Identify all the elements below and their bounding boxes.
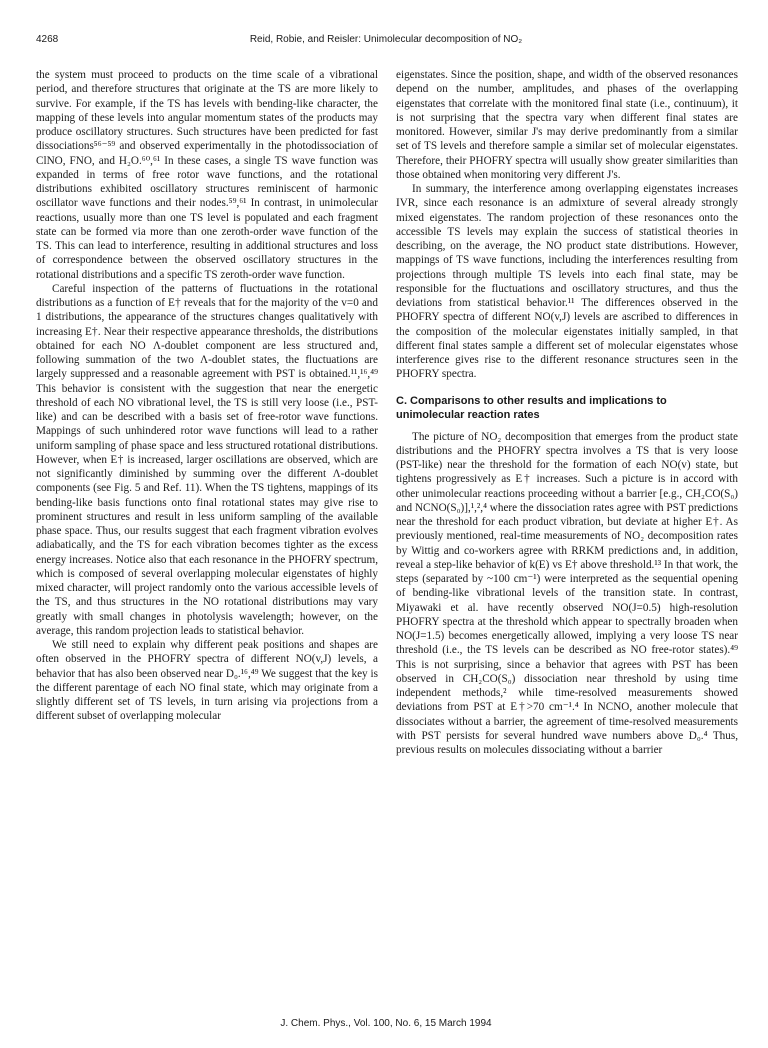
right-column	[396, 68, 738, 757]
right-paragraph-2: In summary, the interference among overlapping eigenstates increases IVR, since each resonance is an admixture of several already strongly mixed eigenstates. The random projection of these resonances onto the accessible TS levels may explain the success of statistical theories in describing, on the average, the NO product state distributions. However, mappings of TS wave functions, including the interferences resulting from projections through multiple TS levels into each final state, may be responsible for the fluctuations and oscillatory structures, and thus the deviations from statistical behavior.¹¹ The differences observed in the PHOFRY spectra of different NO(v,J) levels are ascribed to differences in the composition of the molecular eigenstates initially sampled, in that different final states sample a different set of molecular eigenstates whose interference gives rise to the different resonance structures seen in the PHOFRY spectra.	[396, 183, 738, 381]
page-header	[36, 34, 736, 50]
right-paragraph-1: eigenstates. Since the position, shape, and width of the observed resonances depend on the number, amplitudes, and phases of the overlapping eigenstates that correlate with the monitored final state (i.e., continuum), it is not surprising that the spectra vary when different final states are monitored. However, similar J's may derive predominantly from a similar set of TS levels and therefore sample a similar set of molecular eigenstates. Therefore, their PHOFRY spectra will usually show greater similarities than those obtained when monitoring very different J's.	[396, 69, 738, 181]
page-number: 4268	[36, 34, 59, 45]
left-paragraph-2: Careful inspection of the patterns of fluctuations in the rotational distributions as a function of E† reveals that for the majority of the v=0 and 1 distributions, the appearance of the structures changes qualitatively with increasing E†. Near their respective appearance thresholds, the distributions obtained for each NO Λ-doublet component are less structured and, following summation of the two Λ-doublet states, the fluctuations are largely suppressed and a reasonable agreement with PST is obtained.¹¹,¹⁶,⁴⁹ This behavior is consistent with the suggestion that near the energetic threshold of each NO vibrational level, the TS is still very loose (i.e., PST-like) and can be described with a basis set of free-rotor wave functions. Mappings of such unhindered rotor wave functions will lead to a rather uniform sampling of phase space and less structured rotational distributions. However, when E† is increased, larger oscillations are observed, which are not significantly diminished by summing over the different Λ-doublet components (see Fig. 5 and Ref. 11). When the TS tightens, mappings of its bending-like basis functions onto final rotational states may give rise to prominent structures and result in less uniform sampling of the available phase space. Thus, our results suggest that each fragment vibration evolves adiabatically, and the TS for each vibration becomes tighter as the excess energy increases. Notice also that each resonance in the PHOFRY spectrum, which is composed of several overlapping molecular eigenstates of highly mixed character, will project randomly onto the various accessible levels of the TS, and thus structures in the NO rotational distributions may vary greatly with small changes in photolysis wavelength; however, on the average, this random projection leads to statistical behavior.	[36, 282, 378, 637]
journal-citation: J. Chem. Phys., Vol. 100, No. 6, 15 March 1994	[280, 1018, 492, 1029]
section-heading: C. Comparisons to other results and implications to unimolecular reaction rates	[396, 394, 667, 421]
running-title: Reid, Robie, and Reisler: Unimolecular decomposition of NO₂	[249, 34, 523, 45]
left-paragraph-3: We still need to explain why different peak positions and shapes are often observed in the PHOFRY spectra of different NO(v,J) levels, a behavior that has also been observed near D₀.¹⁶,⁴⁹ We suggest that the key is the different parentage of each NO final state, which may originate from a slightly different set of TS levels, in turn arising via projections from a different subset of overlapping molecular	[36, 639, 378, 723]
right-paragraph-3: The picture of NO₂ decomposition that emerges from the product state distributions and the PHOFRY spectra involves a TS that is very loose (PST-like) near the threshold for the formation of each NO(v) state, but tightens progressively as E† increases. Such a picture is in accord with other unimolecular reactions proceeding without a barrier [e.g., CH₂CO(S₀) and NCNO(S₀)],¹,²,⁴ where the dissociation rates agree with PST predictions near the threshold for each product vibration, but deviate at higher E†. As previously mentioned, real-time measurements of NO₂ decomposition rates by Wittig and co-workers agree with RRKM predictions and, in addition, reveal a step-like behavior of k(E) vs E† above threshold.¹³ In that work, the steps (separated by ~100 cm⁻¹) were interpreted as the sequential opening of bending-like vibrational levels of the transition state. In contrast, Miyawaki et al. have recently observed NO(J=0.5) high-resolution PHOFRY spectra at the threshold which appear to spectrally broaden when NO(J=1.5) becomes energetically allowed, implying a very loose TS near threshold (i.e., the TS levels can be described as NO free-rotor states).⁴⁹ This is not surprising, since a behavior that agrees with PST has been observed in CH₂CO(S₀) dissociation near threshold by using time independent methods,² while time-resolved measurements showed deviations from PST at E†>70 cm⁻¹.⁴ In NCNO, another molecule that dissociates without a barrier, the agreement of time-resolved measurements with PST persists for several hundred wave numbers above D₀.⁴ Thus, previous results on molecules dissociating without a barrier	[396, 430, 738, 756]
left-column	[36, 68, 378, 724]
left-paragraph-1: the system must proceed to products on the time scale of a vibrational period, and therefore structures that originate at the TS are more likely to survive. For example, if the TS has levels with bending-like character, the mapping of these levels into angular momentum states of the products may produce oscillatory structures. Such structures have been predicted for fast dissociations⁵⁶⁻⁵⁹ and observed experimentally in the photodissociation of ClNO, FNO, and H₂O.⁶⁰,⁶¹ In these cases, a single TS wave function was expanded in terms of free rotor wave functions, and the rotational distributions exhibited oscillatory structures reminiscent of harmonic oscillator wave functions and their nodes.⁵⁹,⁶¹ In contrast, in unimolecular reactions, usually more than one TS level is populated and each fragment state can be formed via more than one zeroth-order wave function of the TS. This can lead to interference, resulting in additional structures and loss of correspondence between the observed oscillatory structures in the rotational distributions and a specific TS zeroth-order wave function.	[36, 69, 378, 281]
